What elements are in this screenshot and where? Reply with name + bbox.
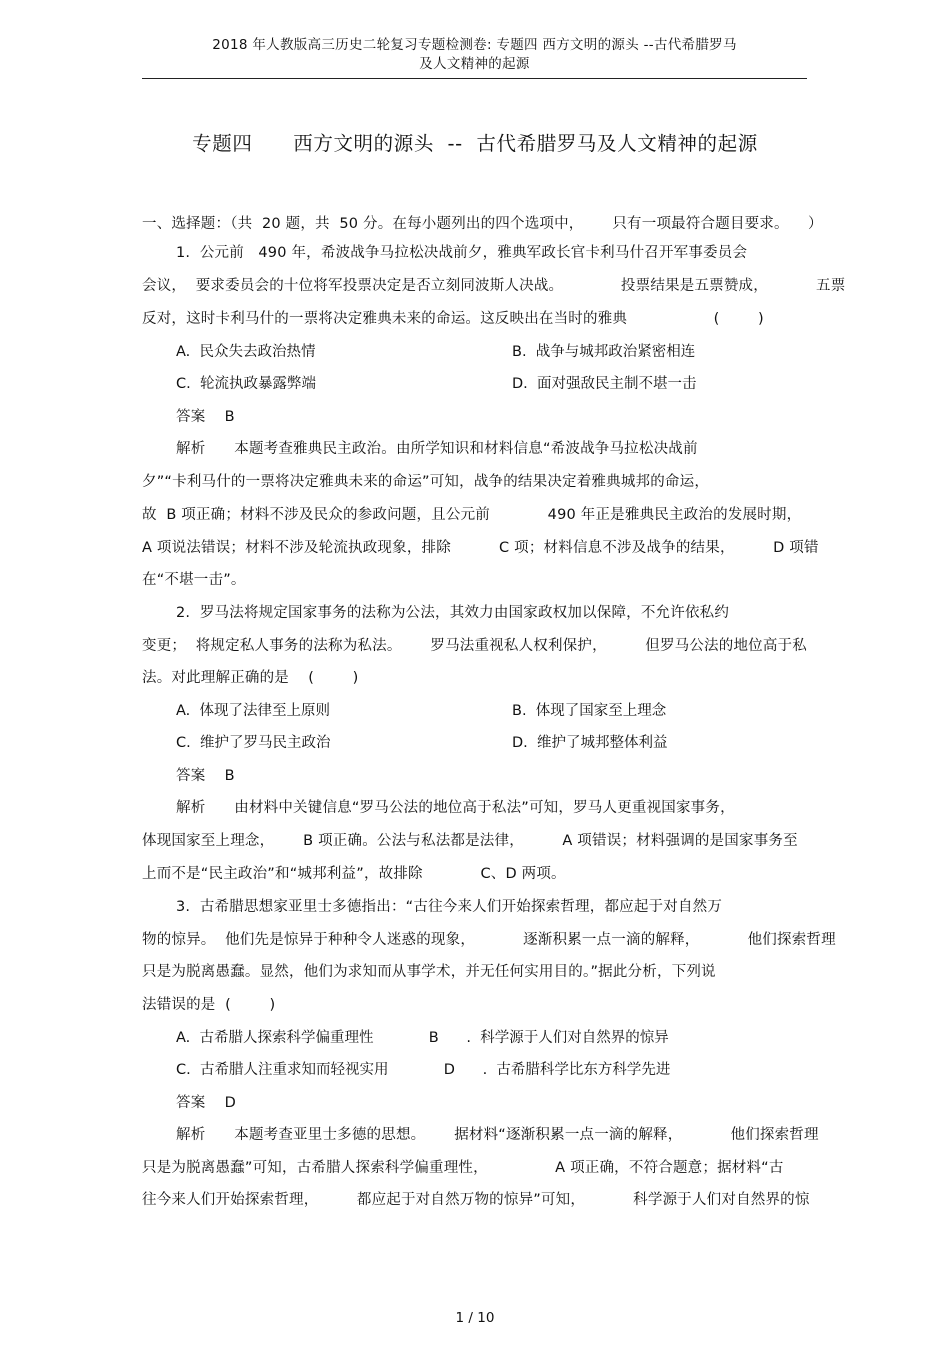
q3-stem-line: 法错误的是 ( ) (142, 997, 276, 1013)
q1-option-a: A. 民众失去政治热情 (176, 344, 316, 360)
q2-option-d: D. 维护了城邦整体利益 (512, 735, 668, 751)
q1-option-c: C. 轮流执政暴露弊端 (176, 376, 316, 392)
q2-option-a: A. 体现了法律至上原则 (176, 703, 330, 719)
running-header-line-2: 及人文精神的起源 (419, 56, 530, 72)
q2-answer: 答案 B (176, 768, 235, 784)
q3-stem-line: 物的惊异。 他们先是惊异于种种令人迷惑的现象， 逐渐积累一点一滴的解释， 他们探索哲理 (142, 932, 836, 948)
document-title: 专题四 西方文明的源头 -- 古代希腊罗马及人文精神的起源 (192, 132, 758, 155)
q1-stem-line: 会议， 要求委员会的十位将军投票决定是否立刻同波斯人决战。 投票结果是五票赞成， 五票 (142, 278, 846, 294)
q3-stem-line: 3. 古希腊思想家亚里士多德指出：“古往今来人们开始探索哲理，都应起于对自然万 (176, 899, 723, 915)
q1-stem-line: 1. 公元前 490 年，希波战争马拉松决战前夕，雅典军政长官卡利马什召开军事委员会 (176, 245, 748, 261)
q2-option-b: B. 体现了国家至上理念 (512, 703, 667, 719)
q1-answer: 答案 B (176, 409, 235, 425)
section-heading: 一、选择题：（共 20 题，共 50 分。在每小题列出的四个选项中， 只有一项最符合题目要求。 ） (142, 216, 823, 232)
q3-stem-line: 只是为脱离愚蠢。显然，他们为求知而从事学术，并无任何实用目的。”据此分析，下列说 (142, 964, 716, 980)
q2-analysis-line: 体现国家至上理念， B 项正确。公法与私法都是法律， A 项错误；材料强调的是国家事务至 (142, 833, 798, 849)
running-header-line-1: 2018 年人教版高三历史二轮复习专题检测卷: 专题四 西方文明的源头 --古代希腊罗马 (212, 37, 737, 53)
q3-analysis-line: 往今来人们开始探索哲理， 都应起于对自然万物的惊异”可知， 科学源于人们对自然界的惊 (142, 1192, 810, 1208)
q2-option-c: C. 维护了罗马民主政治 (176, 735, 331, 751)
q2-analysis-line: 上而不是“民主政治”和“城邦利益”，故排除 C、D 两项。 (142, 866, 566, 882)
q1-stem-line: 反对，这时卡利马什的一票将决定雅典未来的命运。这反映出在当时的雅典 ( ) (142, 311, 764, 327)
page-number: 1 / 10 (455, 1310, 495, 1326)
q1-analysis-line: 解析 本题考查雅典民主政治。由所学知识和材料信息“希波战争马拉松决战前 (176, 441, 698, 457)
q1-analysis-line: 夕”“卡利马什的一票将决定雅典未来的命运”可知，战争的结果决定着雅典城邦的命运， (142, 474, 710, 490)
q2-analysis-line: 解析 由材料中关键信息“罗马公法的地位高于私法”可知，罗马人更重视国家事务， (176, 800, 735, 816)
q2-stem-line: 法。对此理解正确的是 ( ) (142, 670, 359, 686)
running-header (142, 36, 807, 74)
q3-answer: 答案 D (176, 1095, 237, 1111)
q3-analysis-line: 只是为脱离愚蠢”可知，古希腊人探索科学偏重理性， A 项正确，不符合题意；据材料“古 (142, 1160, 784, 1176)
q2-stem-line: 变更； 将规定私人事务的法称为私法。 罗马法重视私人权利保护， 但罗马公法的地位高于私 (142, 638, 807, 654)
q1-analysis-line: 故 B 项正确；材料不涉及民众的参政问题，且公元前 490 年正是雅典民主政治的发展时期， (142, 507, 802, 523)
q1-option-b: B. 战争与城邦政治紧密相连 (512, 344, 696, 360)
q3-analysis-line: 解析 本题考查亚里士多德的思想。 据材料“逐渐积累一点一滴的解释， 他们探索哲理 (176, 1127, 819, 1143)
q2-stem-line: 2. 罗马法将规定国家事务的法称为公法，其效力由国家政权加以保障，不允许依私约 (176, 605, 730, 621)
q3-option-a-b: A. 古希腊人探索科学偏重理性 B . 科学源于人们对自然界的惊异 (176, 1030, 669, 1046)
q1-analysis-line: 在“不堪一击”。 (142, 572, 246, 588)
q1-option-d: D. 面对强敌民主制不堪一击 (512, 376, 697, 392)
q1-analysis-line: A 项说法错误；材料不涉及轮流执政现象，排除 C 项；材料信息不涉及战争的结果， D 项错 (142, 540, 819, 556)
q3-option-c-d: C. 古希腊人注重求知而轻视实用 D . 古希腊科学比东方科学先进 (176, 1062, 671, 1078)
header-divider (142, 78, 807, 79)
